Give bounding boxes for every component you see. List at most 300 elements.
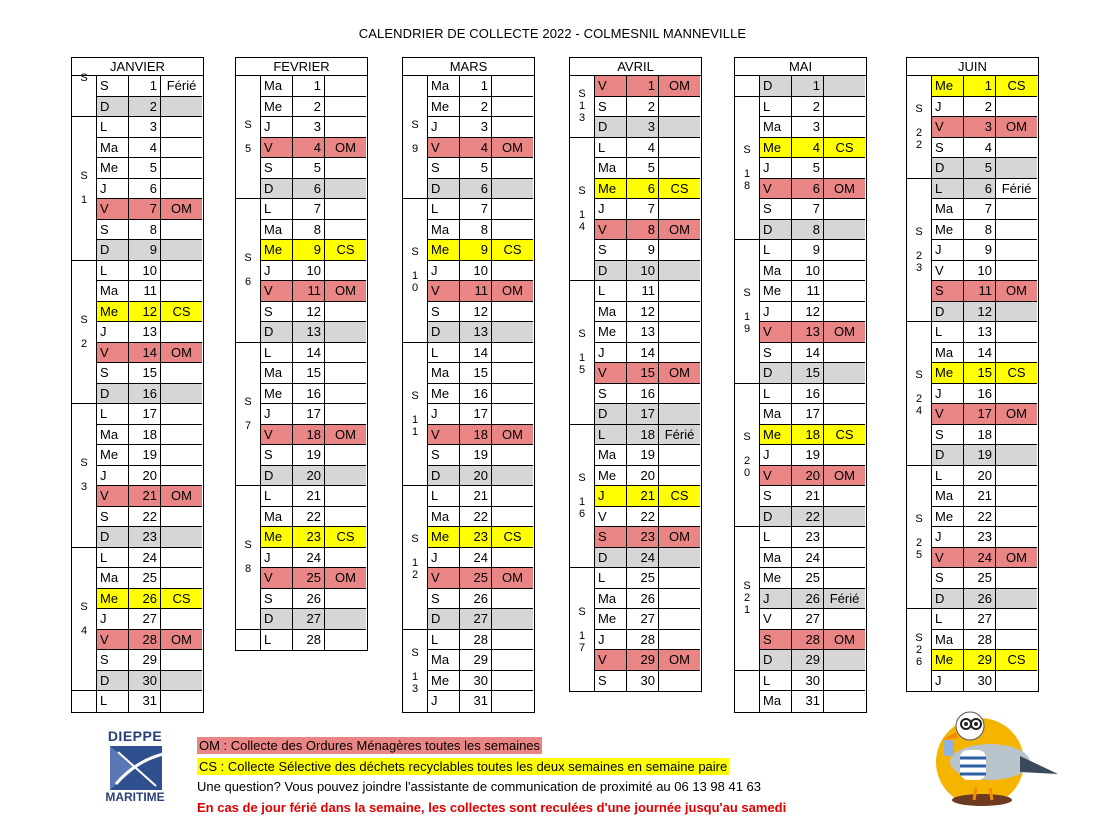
day-name: J <box>760 302 792 323</box>
day-name: D <box>932 158 964 179</box>
day-row <box>735 548 866 569</box>
day-row <box>570 117 701 138</box>
day-name: L <box>97 404 129 425</box>
day-number: 6 <box>460 179 492 200</box>
day-row <box>403 240 534 261</box>
collection-label <box>161 384 202 405</box>
collection-label <box>492 548 533 569</box>
day-name: Ma <box>932 199 964 220</box>
collection-label: OM <box>824 630 865 651</box>
day-name: Me <box>595 609 627 630</box>
collection-label <box>996 302 1037 323</box>
collection-label <box>325 179 366 200</box>
collection-label <box>824 281 865 302</box>
collection-label <box>492 117 533 138</box>
day-name: L <box>97 691 129 712</box>
day-row <box>570 261 701 282</box>
collection-label: CS <box>996 76 1037 97</box>
day-number: 31 <box>460 691 492 712</box>
day-name: Me <box>97 158 129 179</box>
day-name: J <box>261 404 293 425</box>
day-row <box>403 261 534 282</box>
day-number: 30 <box>964 671 996 692</box>
day-name: V <box>595 650 627 671</box>
day-name: L <box>261 199 293 220</box>
day-number: 27 <box>792 609 824 630</box>
day-row <box>236 363 367 384</box>
day-name: D <box>97 384 129 405</box>
day-row <box>907 609 1038 630</box>
day-number: 14 <box>293 343 325 364</box>
day-number: 22 <box>460 507 492 528</box>
day-row <box>735 138 866 159</box>
collection-label <box>824 97 865 118</box>
day-row <box>236 445 367 466</box>
month-table-janvier <box>71 57 204 713</box>
month-table-avril <box>569 57 702 692</box>
day-row <box>570 630 701 651</box>
collection-label <box>996 671 1037 692</box>
day-row <box>570 240 701 261</box>
collection-label <box>824 486 865 507</box>
week-number: S 2 3 <box>907 179 932 323</box>
day-number: 23 <box>792 527 824 548</box>
day-name: Ma <box>428 363 460 384</box>
day-number: 16 <box>129 384 161 405</box>
day-number: 15 <box>792 363 824 384</box>
day-number: 24 <box>792 548 824 569</box>
day-row <box>236 486 367 507</box>
day-name: Ma <box>97 568 129 589</box>
day-name: Ma <box>261 220 293 241</box>
collection-label <box>492 486 533 507</box>
day-number: 4 <box>293 138 325 159</box>
day-row <box>735 384 866 405</box>
day-row <box>735 445 866 466</box>
day-number: 9 <box>792 240 824 261</box>
day-row <box>735 466 866 487</box>
day-number: 21 <box>964 486 996 507</box>
day-number: 3 <box>293 117 325 138</box>
day-name: D <box>261 466 293 487</box>
day-number: 26 <box>627 589 659 610</box>
day-row <box>236 240 367 261</box>
day-number: 24 <box>460 548 492 569</box>
logo-line-2: MARITIME <box>105 790 165 804</box>
collection-label <box>996 220 1037 241</box>
day-name: Me <box>932 363 964 384</box>
day-number: 3 <box>964 117 996 138</box>
collection-label <box>996 261 1037 282</box>
day-row <box>72 507 203 528</box>
collection-label <box>325 158 366 179</box>
day-row <box>403 527 534 548</box>
collection-label: CS <box>161 302 202 323</box>
day-name: V <box>428 281 460 302</box>
day-name: D <box>97 671 129 692</box>
day-name: V <box>97 486 129 507</box>
collection-label <box>996 568 1037 589</box>
day-number: 27 <box>627 609 659 630</box>
day-name: L <box>428 630 460 651</box>
collection-label: OM <box>996 117 1037 138</box>
day-row <box>236 527 367 548</box>
collection-label <box>824 261 865 282</box>
collection-label <box>161 650 202 671</box>
day-number: 29 <box>792 650 824 671</box>
day-number: 28 <box>293 630 325 651</box>
day-number: 24 <box>293 548 325 569</box>
collection-label: CS <box>996 363 1037 384</box>
day-number: 13 <box>627 322 659 343</box>
day-number: 1 <box>293 76 325 97</box>
day-row <box>72 589 203 610</box>
day-name: Ma <box>760 261 792 282</box>
day-row <box>735 425 866 446</box>
day-row <box>907 76 1038 97</box>
day-name: Me <box>261 384 293 405</box>
collection-label <box>325 609 366 630</box>
day-number: 7 <box>293 199 325 220</box>
day-row <box>735 97 866 118</box>
day-name: Ma <box>595 445 627 466</box>
day-name: Me <box>760 425 792 446</box>
day-name: D <box>760 363 792 384</box>
collection-label <box>659 138 700 159</box>
day-name: Ma <box>261 363 293 384</box>
day-row <box>236 179 367 200</box>
day-number: 29 <box>460 650 492 671</box>
collection-label <box>996 322 1037 343</box>
day-name: D <box>760 220 792 241</box>
day-row <box>403 630 534 651</box>
day-number: 4 <box>129 138 161 159</box>
day-row <box>570 302 701 323</box>
collection-label <box>325 466 366 487</box>
day-number: 8 <box>129 220 161 241</box>
week-number: S 2 6 <box>907 609 932 691</box>
collection-label: OM <box>161 486 202 507</box>
day-name: L <box>595 425 627 446</box>
day-name: Me <box>595 322 627 343</box>
collection-label <box>824 384 865 405</box>
day-number: 6 <box>792 179 824 200</box>
collection-label <box>659 384 700 405</box>
day-number: 5 <box>627 158 659 179</box>
collection-label <box>824 76 865 97</box>
collection-label <box>824 240 865 261</box>
day-row <box>236 302 367 323</box>
month-header: MARS <box>403 58 534 76</box>
day-number: 12 <box>129 302 161 323</box>
day-row <box>570 486 701 507</box>
day-name: Ma <box>932 486 964 507</box>
collection-label <box>996 138 1037 159</box>
collection-label: OM <box>659 220 700 241</box>
day-name: J <box>932 384 964 405</box>
day-number: 3 <box>129 117 161 138</box>
day-name: Ma <box>595 589 627 610</box>
day-name: V <box>595 363 627 384</box>
day-number: 11 <box>129 281 161 302</box>
day-number: 18 <box>627 425 659 446</box>
collection-label <box>824 343 865 364</box>
day-number: 6 <box>293 179 325 200</box>
collection-label <box>161 220 202 241</box>
collection-label <box>659 261 700 282</box>
day-row <box>403 425 534 446</box>
collection-label <box>996 466 1037 487</box>
collection-label <box>659 466 700 487</box>
collection-label: OM <box>824 466 865 487</box>
collection-label <box>492 363 533 384</box>
day-number: 17 <box>964 404 996 425</box>
day-name: S <box>97 76 129 97</box>
day-row <box>72 630 203 651</box>
day-number: 28 <box>964 630 996 651</box>
day-name: J <box>261 548 293 569</box>
day-name: S <box>428 302 460 323</box>
collection-label <box>659 548 700 569</box>
day-number: 1 <box>460 76 492 97</box>
collection-label <box>325 486 366 507</box>
day-number: 5 <box>129 158 161 179</box>
day-row <box>236 507 367 528</box>
collection-label <box>325 630 366 651</box>
day-name: Ma <box>261 507 293 528</box>
collection-label <box>325 384 366 405</box>
collection-label: OM <box>659 650 700 671</box>
collection-label <box>996 609 1037 630</box>
day-name: S <box>428 589 460 610</box>
day-name: D <box>261 322 293 343</box>
collection-label <box>492 97 533 118</box>
day-number: 21 <box>293 486 325 507</box>
day-row <box>403 158 534 179</box>
day-number: 30 <box>460 671 492 692</box>
day-row <box>403 138 534 159</box>
day-name: L <box>760 384 792 405</box>
day-row <box>236 384 367 405</box>
day-number: 17 <box>460 404 492 425</box>
collection-label <box>492 589 533 610</box>
day-number: 22 <box>293 507 325 528</box>
day-number: 31 <box>129 691 161 712</box>
collection-label <box>325 445 366 466</box>
day-name: Me <box>428 671 460 692</box>
collection-label <box>996 384 1037 405</box>
day-row <box>907 302 1038 323</box>
day-number: 23 <box>964 527 996 548</box>
day-row <box>236 220 367 241</box>
day-number: 18 <box>792 425 824 446</box>
day-row <box>72 384 203 405</box>
day-name: Me <box>932 220 964 241</box>
day-number: 22 <box>792 507 824 528</box>
day-number: 3 <box>627 117 659 138</box>
day-number: 15 <box>293 363 325 384</box>
day-name: D <box>97 240 129 261</box>
day-number: 1 <box>627 76 659 97</box>
day-name: V <box>595 76 627 97</box>
day-name: D <box>760 650 792 671</box>
collection-label <box>325 97 366 118</box>
collection-label: OM <box>492 138 533 159</box>
month-table-juin <box>906 57 1039 692</box>
week-number: S 2 <box>72 261 97 405</box>
collection-label <box>161 179 202 200</box>
collection-label: CS <box>161 589 202 610</box>
collection-label <box>325 261 366 282</box>
day-name: D <box>428 609 460 630</box>
day-row <box>72 671 203 692</box>
collection-label: CS <box>659 486 700 507</box>
day-number: 19 <box>460 445 492 466</box>
day-row <box>907 589 1038 610</box>
day-name: J <box>428 691 460 712</box>
day-number: 10 <box>293 261 325 282</box>
collection-label <box>659 404 700 425</box>
day-name: Me <box>97 445 129 466</box>
week-number: S 1 1 <box>403 343 428 487</box>
collection-label <box>325 302 366 323</box>
day-name: V <box>760 179 792 200</box>
day-number: 28 <box>460 630 492 651</box>
day-row <box>735 589 866 610</box>
day-row <box>735 650 866 671</box>
collection-label <box>492 76 533 97</box>
day-number: 30 <box>792 671 824 692</box>
collection-label: OM <box>492 425 533 446</box>
collection-label: Férié <box>824 589 865 610</box>
week-number: S 5 <box>236 76 261 199</box>
day-row <box>735 220 866 241</box>
collection-label: Férié <box>659 425 700 446</box>
day-row <box>72 322 203 343</box>
collection-label: OM <box>161 199 202 220</box>
week-number: S 1 0 <box>403 199 428 343</box>
day-row <box>735 691 866 712</box>
month-header: AVRIL <box>570 58 701 76</box>
day-row <box>907 527 1038 548</box>
collection-label <box>492 466 533 487</box>
day-number: 18 <box>460 425 492 446</box>
day-row <box>735 199 866 220</box>
day-row <box>72 548 203 569</box>
collection-label <box>824 650 865 671</box>
collection-label: CS <box>325 527 366 548</box>
day-number: 8 <box>964 220 996 241</box>
day-name: D <box>932 445 964 466</box>
day-row <box>907 630 1038 651</box>
day-name: V <box>760 322 792 343</box>
collection-label <box>325 343 366 364</box>
day-name: J <box>97 466 129 487</box>
day-name: D <box>261 179 293 200</box>
day-number: 15 <box>627 363 659 384</box>
week-number: S 6 <box>236 199 261 343</box>
collection-label <box>325 117 366 138</box>
day-number: 2 <box>460 97 492 118</box>
collection-label <box>659 199 700 220</box>
collection-label <box>996 97 1037 118</box>
day-number: 31 <box>792 691 824 712</box>
day-name: V <box>428 425 460 446</box>
collection-label <box>492 445 533 466</box>
day-row <box>570 343 701 364</box>
day-name: Ma <box>97 138 129 159</box>
collection-label: CS <box>492 240 533 261</box>
week-number: S 1 3 <box>403 630 428 712</box>
collection-label: OM <box>824 179 865 200</box>
collection-label <box>492 261 533 282</box>
day-row <box>570 158 701 179</box>
collection-label: CS <box>492 527 533 548</box>
day-name: Me <box>932 76 964 97</box>
day-number: 9 <box>460 240 492 261</box>
day-name: Me <box>595 179 627 200</box>
collection-label <box>161 671 202 692</box>
day-number: 23 <box>129 527 161 548</box>
day-row <box>236 548 367 569</box>
day-number: 13 <box>964 322 996 343</box>
day-name: D <box>261 609 293 630</box>
collection-label: OM <box>161 343 202 364</box>
collection-label <box>492 671 533 692</box>
day-row <box>907 261 1038 282</box>
collection-label <box>824 445 865 466</box>
day-number: 15 <box>129 363 161 384</box>
day-row <box>907 404 1038 425</box>
collection-label <box>659 158 700 179</box>
collection-label: Férié <box>161 76 202 97</box>
day-name: Me <box>760 568 792 589</box>
day-row <box>72 691 203 712</box>
day-name: Ma <box>97 425 129 446</box>
week-number: S 1 2 <box>403 486 428 630</box>
day-name: L <box>428 486 460 507</box>
day-name: L <box>932 322 964 343</box>
day-name: V <box>97 630 129 651</box>
day-row <box>403 486 534 507</box>
day-name: L <box>932 466 964 487</box>
day-number: 18 <box>129 425 161 446</box>
day-number: 14 <box>460 343 492 364</box>
day-name: J <box>760 158 792 179</box>
collection-label <box>492 322 533 343</box>
day-row <box>236 343 367 364</box>
day-row <box>735 363 866 384</box>
day-number: 6 <box>964 179 996 200</box>
day-number: 12 <box>964 302 996 323</box>
day-row <box>907 425 1038 446</box>
day-number: 30 <box>129 671 161 692</box>
day-name: S <box>760 343 792 364</box>
day-number: 8 <box>792 220 824 241</box>
week-number: S 1 6 <box>570 425 595 569</box>
day-number: 11 <box>460 281 492 302</box>
day-name: Me <box>932 650 964 671</box>
day-row <box>570 220 701 241</box>
day-number: 19 <box>129 445 161 466</box>
day-number: 24 <box>627 548 659 569</box>
day-name: Me <box>97 302 129 323</box>
day-name: S <box>595 384 627 405</box>
day-row <box>403 179 534 200</box>
day-row <box>236 568 367 589</box>
day-number: 25 <box>792 568 824 589</box>
collection-label <box>325 199 366 220</box>
